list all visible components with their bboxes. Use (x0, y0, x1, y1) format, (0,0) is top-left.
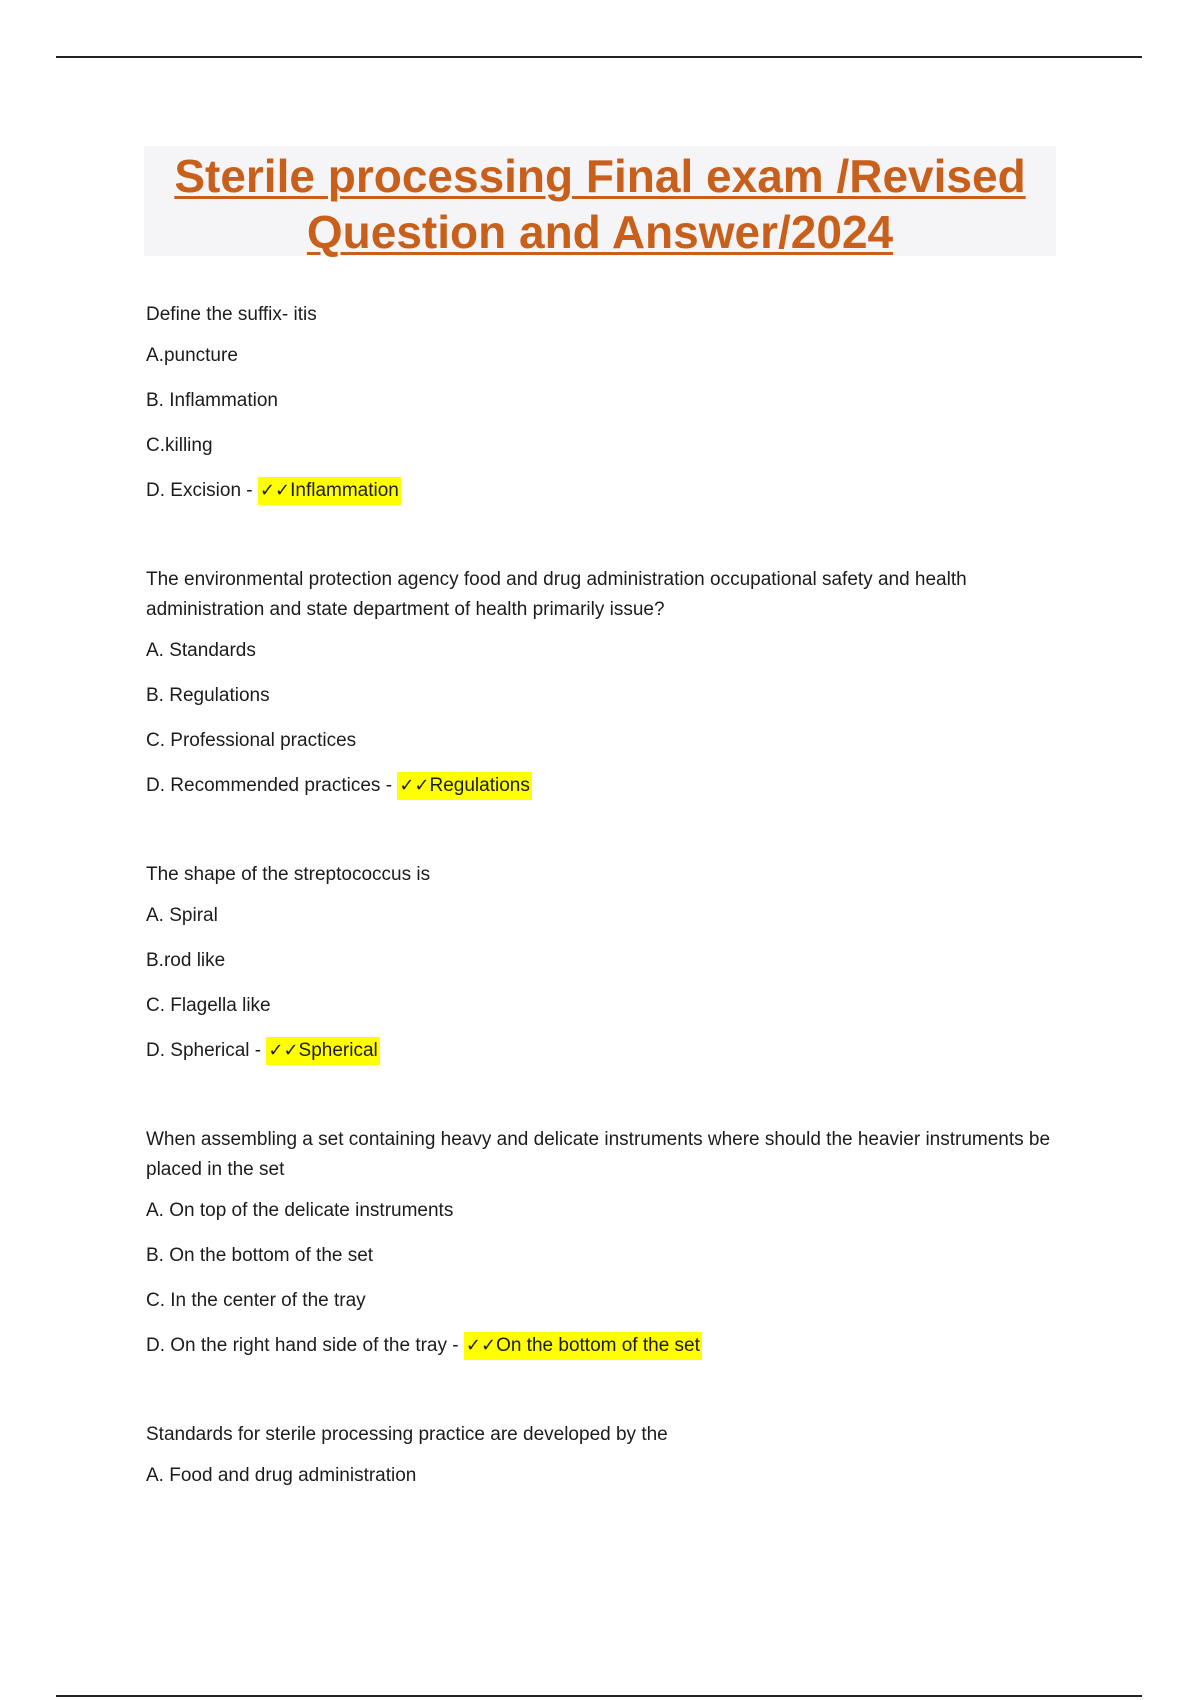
question-block (146, 300, 1056, 503)
double-check-icon: ✓✓ (259, 480, 291, 501)
question-text: Define the suffix- itis (146, 304, 317, 325)
question-text: The environmental protection agency food and drug administration occupational safety and health administration and state department of health primarily issue? (146, 569, 967, 620)
answer-option: A.puncture (146, 345, 238, 366)
answer-option: C. Flagella like (146, 995, 271, 1016)
double-check-icon: ✓✓ (268, 1040, 299, 1061)
answer-option: A. Food and drug administration (146, 1465, 417, 1486)
answer-option (146, 1334, 1056, 1358)
answer-option: B. Regulations (146, 685, 270, 706)
question-list (146, 300, 1056, 1550)
title-line-1: Sterile processing Final exam /Revised (174, 150, 1026, 202)
answer-option: B. Inflammation (146, 390, 278, 411)
question-block (146, 1125, 1056, 1358)
option-text: D. Spherical - (146, 1040, 267, 1061)
title-line-2: Question and Answer/2024 (306, 206, 894, 258)
question-text: When assembling a set containing heavy and delicate instruments where should the heavier instruments be placed in the set (146, 1129, 1051, 1180)
option-text: D. Excision - (146, 480, 258, 501)
question-text: Standards for sterile processing practice are developed by the (146, 1424, 668, 1445)
question-block (146, 1420, 1056, 1488)
correct-answer: On the bottom of the set (496, 1335, 700, 1356)
double-check-icon: ✓✓ (399, 775, 430, 796)
correct-answer-highlight (397, 772, 532, 800)
correct-answer: Inflammation (290, 480, 399, 501)
correct-answer: Regulations (429, 775, 530, 796)
answer-option: C. Professional practices (146, 730, 357, 751)
answer-option (146, 479, 1056, 503)
bottom-divider (56, 1695, 1142, 1697)
answer-option: A. Spiral (146, 905, 218, 926)
question-text: The shape of the streptococcus is (146, 864, 431, 885)
document-title (144, 146, 1056, 256)
answer-option: B. On the bottom of the set (146, 1245, 374, 1266)
question-block (146, 565, 1056, 798)
answer-option: A. Standards (146, 640, 256, 661)
answer-option: A. On top of the delicate instruments (146, 1200, 454, 1221)
correct-answer-highlight (258, 477, 401, 505)
answer-option: C. In the center of the tray (146, 1290, 366, 1311)
top-divider (56, 56, 1142, 58)
correct-answer-highlight (266, 1037, 379, 1065)
answer-option: C.killing (146, 435, 213, 456)
double-check-icon: ✓✓ (465, 1335, 497, 1356)
correct-answer: Spherical (298, 1040, 378, 1061)
option-text: D. Recommended practices - (146, 775, 398, 796)
answer-option (146, 1039, 1056, 1063)
answer-option: B.rod like (146, 950, 226, 971)
question-block (146, 860, 1056, 1063)
answer-option (146, 774, 1056, 798)
correct-answer-highlight (464, 1332, 702, 1360)
option-text: D. On the right hand side of the tray - (146, 1335, 464, 1356)
